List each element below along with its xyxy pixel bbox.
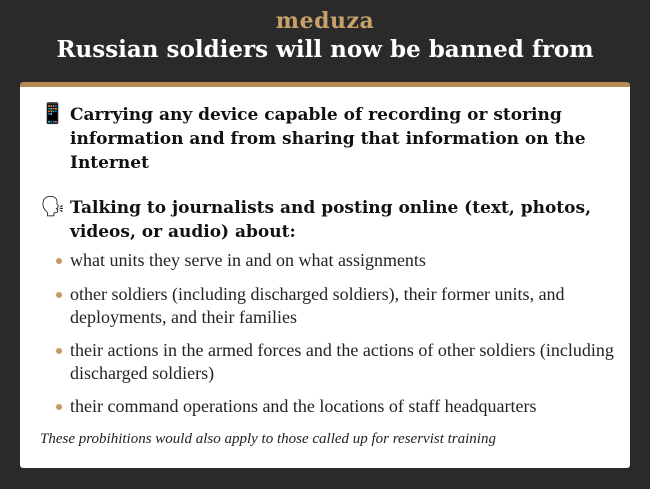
bullet-dot [56, 404, 62, 410]
bullet-dot [56, 258, 62, 264]
meduza-logo: meduza [275, 8, 375, 34]
bullet-dot [56, 292, 62, 298]
bullet-text: their actions in the armed forces and the actions of other soldiers (including discharged soldiers) [70, 340, 614, 383]
item-device-ban-text: Carrying any device capable of recording or storing information and from sharing that information on the Internet [70, 105, 586, 173]
footnote: These probihitions would also apply to those called up for reservist training [40, 431, 496, 447]
item-talking-ban-text: Talking to journalists and posting online (text, photos, videos, or audio) about: [70, 198, 591, 242]
bullet-text: what units they serve in and on what assignments [70, 250, 426, 270]
bullet-text: their command operations and the locations of staff headquarters [70, 396, 537, 416]
content-card [20, 82, 630, 468]
mobile-phone-icon: 📱 [40, 103, 65, 125]
bullet-text: other soldiers (including discharged soldiers), their former units, and deployments, and their families [70, 284, 565, 327]
speaking-head-icon: 🗣 [40, 196, 66, 218]
page-title: Russian soldiers will now be banned from [56, 36, 594, 63]
bullet-dot [56, 348, 62, 354]
